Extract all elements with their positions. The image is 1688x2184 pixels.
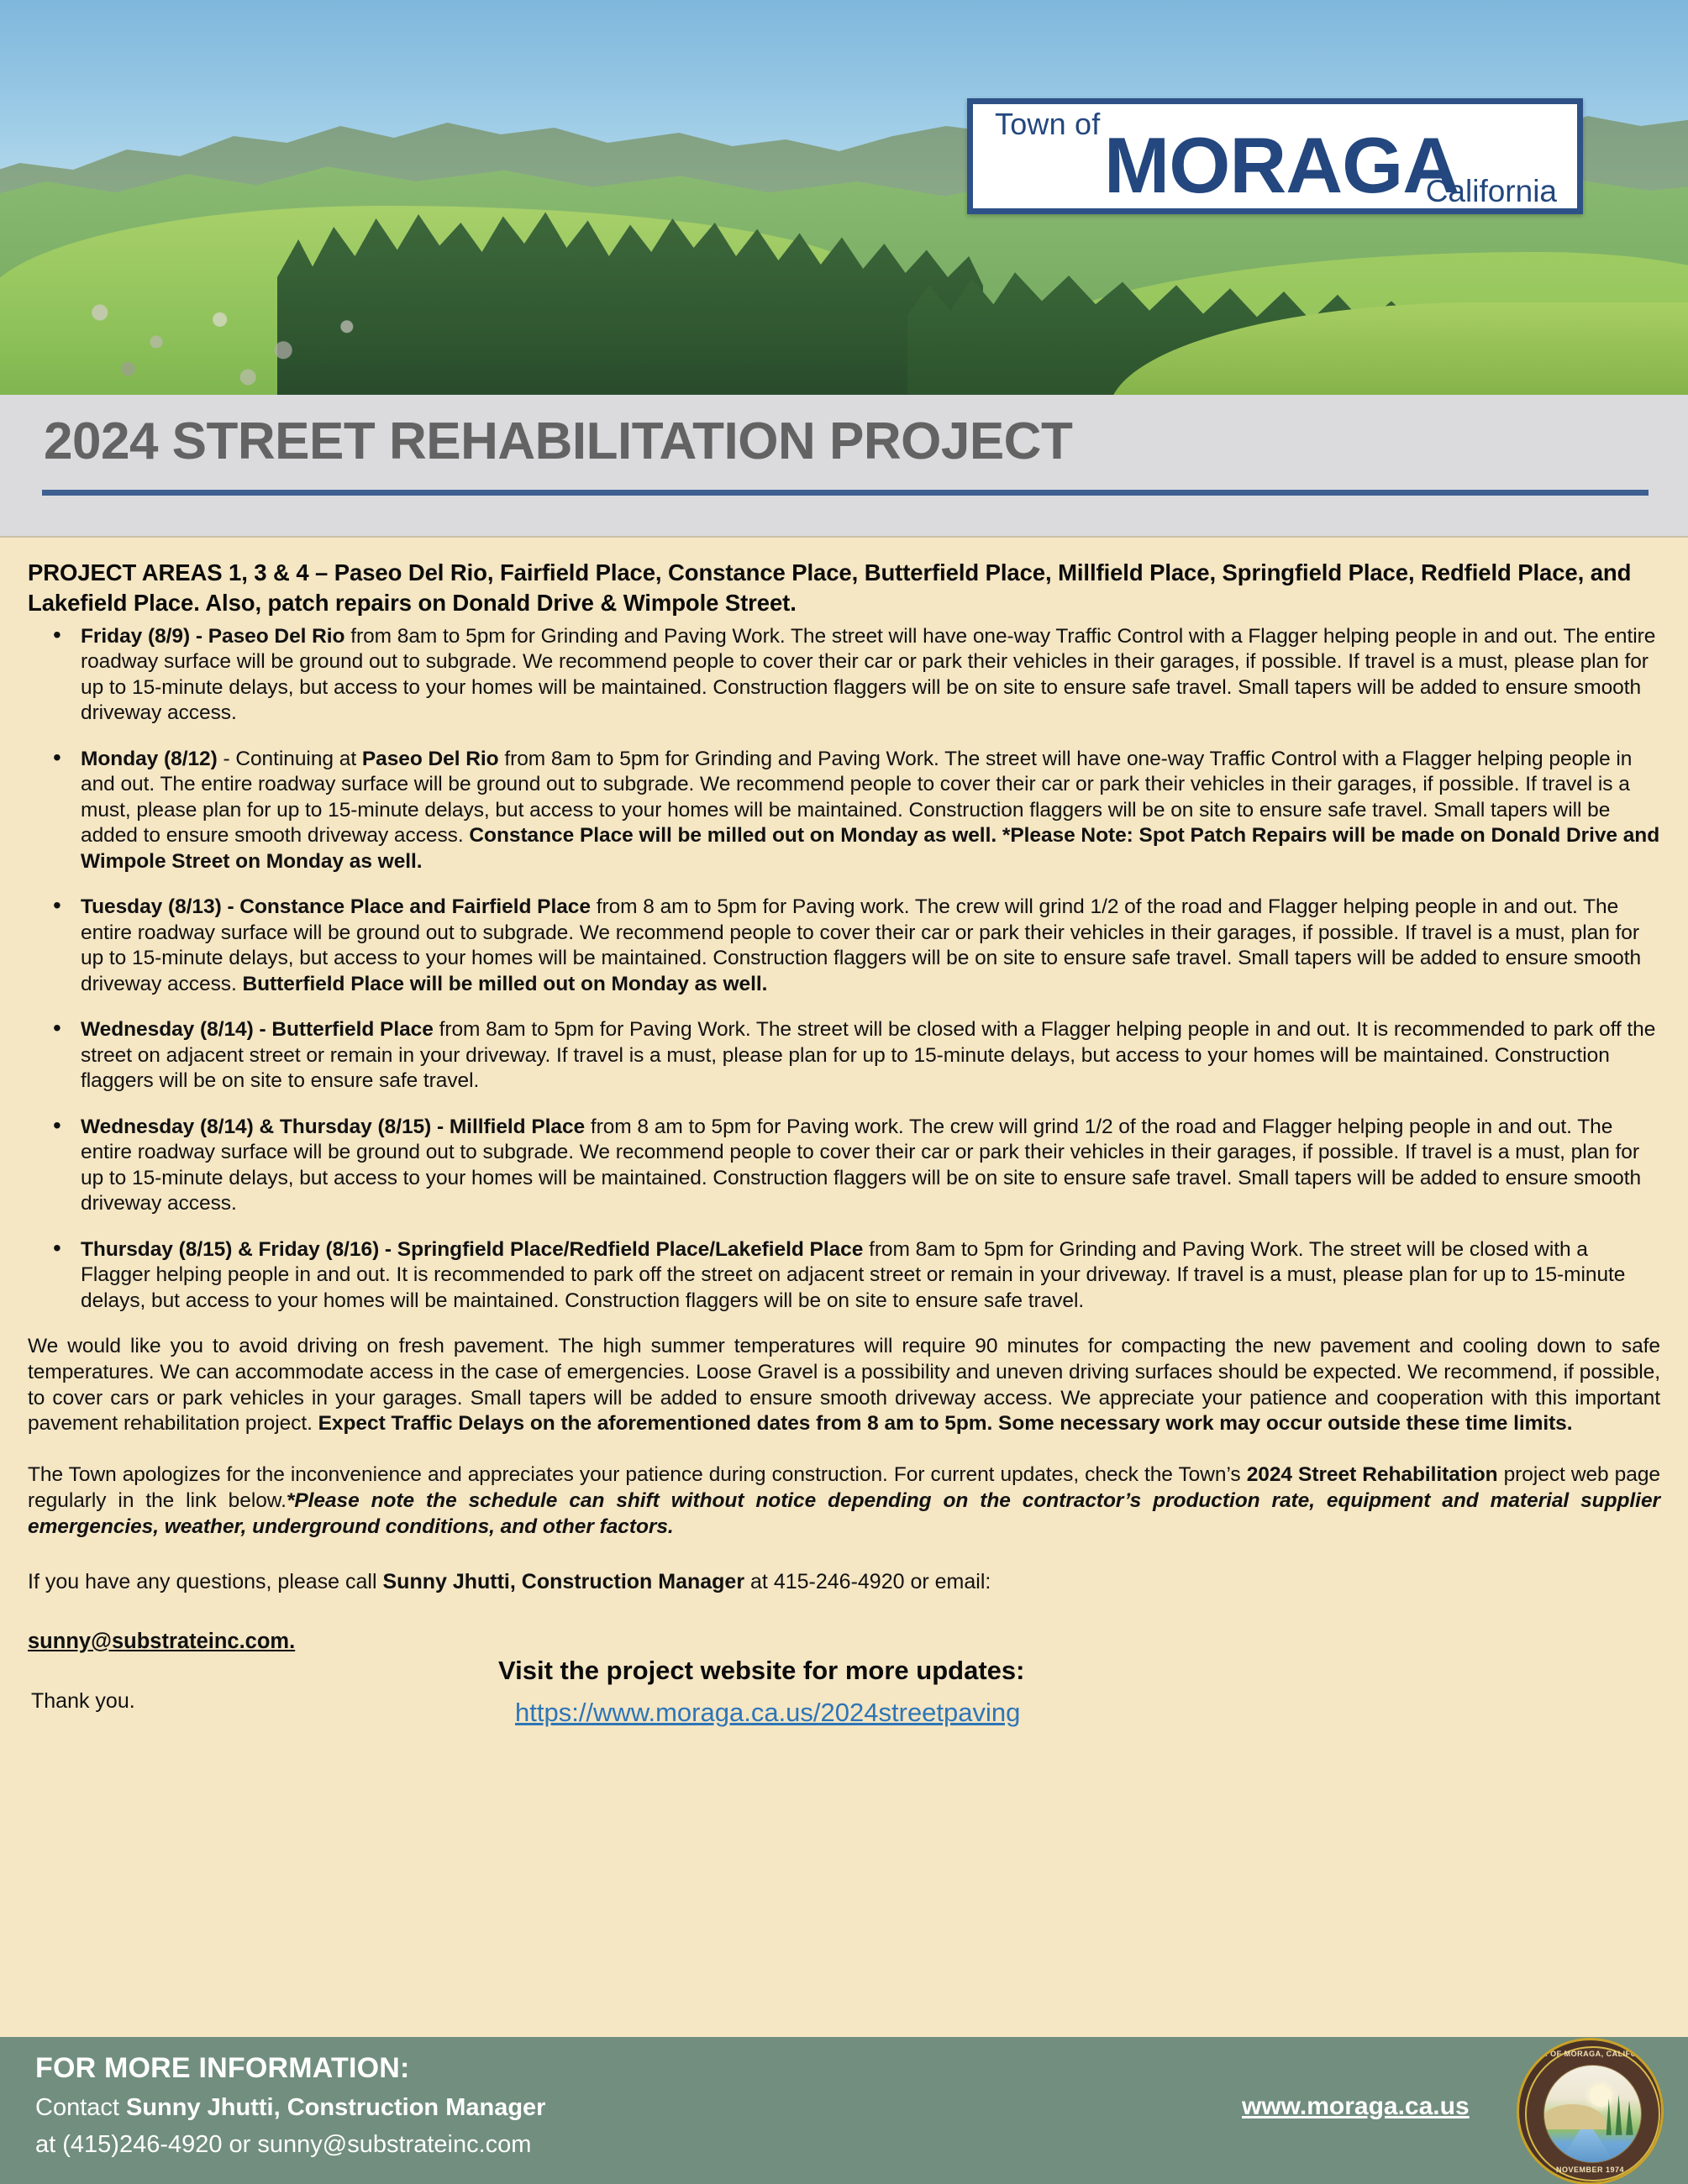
schedule-item-street: Paseo Del Rio [361, 747, 499, 770]
schedule-item [28, 895, 1660, 997]
body-content [0, 536, 1688, 1750]
schedule-item-text: from 8am to 5pm for Grinding and Paving Work. The street will have one-way Traffic Control with a Flagger helping people in and out. The entire roadway surface will be ground out to subgrade. We recommend people to cover their car or park their vehicles in their garages, if possible. If travel is a must, please plan for up to 15-minute delays, but access to your homes will be maintained. Construction flaggers will be on site to ensure safe travel. Small tapers will be added to ensure smooth driveway access. [81, 624, 1656, 725]
schedule-item-lead: Thursday (8/15) & Friday (8/16) - Springfield Place/Redfield Place/Lakefield Place [81, 1237, 864, 1261]
visit-website-block [28, 1649, 1660, 1750]
schedule-item [28, 1237, 1660, 1315]
contact-email-link[interactable]: sunny@substrateinc.com. [28, 1629, 296, 1653]
footer-heading: FOR MORE INFORMATION: [35, 2052, 410, 2084]
schedule-item-text: from 8 am to 5pm for Paving work. The crew will grind 1/2 of the road and Flagger helping people in and out. The entire roadway surface will be ground out to subgrade. We recommend people to cover their car or park their vehicles in their garages, if possible. If travel is a must, plan for up to 15-minute delays, but access to your homes will be maintained. Construction flaggers will be on site to ensure safe travel. Small tapers will be added to ensure smooth driveway access. [81, 1115, 1642, 1215]
page-title: 2024 STREET REHABILITATION PROJECT [44, 412, 1073, 470]
schedule-item-text: from 8 am to 5pm for Paving work. The crew will grind 1/2 of the road and Flagger helping people in and out. The entire roadway surface will be ground out to subgrade. We recommend people to cover their car or park their vehicles in their garages, if possible. If travel is a must, plan for up to 15-minute delays, but access to your homes will be maintained. Construction flaggers will be on site to ensure safe travel. Small tapers will be added to ensure smooth driveway access. [81, 895, 1642, 995]
schedule-item [28, 1017, 1660, 1095]
seal-scene [1543, 2065, 1642, 2163]
project-name-bold: 2024 Street Rehabilitation [1246, 1463, 1498, 1487]
pavement-advisory-paragraph [28, 1334, 1660, 1437]
logo-town-of-label: Town of [995, 107, 1101, 141]
logo-state-name: California [1425, 174, 1557, 208]
town-seal-icon [1517, 2038, 1664, 2184]
schedule-item-lead: Friday (8/9) - Paseo Del Rio [81, 624, 345, 648]
schedule-item [28, 1115, 1660, 1217]
header-banner-image [0, 0, 1688, 395]
project-areas-intro: PROJECT AREAS 1, 3 & 4 – Paseo Del Rio, Fairfield Place, Constance Place, Butterfield Place, Millfield Place, Springfield Place, Redfield Place, and Lakefield Place. Also, patch repairs on Donald Drive & Wimpole Street. [28, 559, 1632, 617]
footer-phone-email-line: at (415)246-4920 or sunny@substrateinc.com [35, 2131, 532, 2158]
seal-hills [1543, 2104, 1606, 2129]
schedule-item-lead: Monday (8/12) [81, 747, 218, 770]
construction-manager-name: Sunny Jhutti, Construction Manager [382, 1570, 745, 1594]
seal-top-text: TOWN OF MORAGA, CALIFORNIA [1522, 2050, 1658, 2058]
schedule-list [28, 624, 1660, 1315]
schedule-item [28, 624, 1660, 727]
footer-manager-name: Sunny Jhutti, Construction Manager [126, 2094, 546, 2121]
project-website-link[interactable]: https://www.moraga.ca.us/2024streetpaving [515, 1697, 1021, 1727]
thank-you-text: Thank you. [31, 1688, 135, 1713]
title-underline-rule [42, 490, 1649, 496]
schedule-shift-disclaimer: *Please note the schedule can shift without notice depending on the contractor’s production rate, equipment and material supplier emergencies, weather, underground conditions, and other factors. [28, 1488, 1660, 1538]
seal-bottom-text: NOVEMBER 1974 [1555, 2166, 1625, 2174]
schedule-item-lead: Tuesday (8/13) - Constance Place and Fairfield Place [81, 895, 591, 919]
seal-creek [1559, 2129, 1613, 2162]
village-houses [50, 277, 403, 395]
seal-sun-icon [1590, 2085, 1612, 2107]
footer-contact-line: Contact Sunny Jhutti, Construction Manager [35, 2094, 546, 2121]
visit-website-heading: Visit the project website for more updates: [498, 1655, 1025, 1685]
schedule-item-note: Butterfield Place will be milled out on Monday as well. [242, 972, 768, 995]
schedule-item-text: from 8am to 5pm for Grinding and Paving Work. The street will be closed with a Flagger helping people in and out. It is recommended to park off the street on adjacent street or remain in your driveway. If travel is a must, please plan for up to 15-minute delays, but access to your homes will be maintained. Construction flaggers will be on site to ensure safe travel. [81, 1237, 1626, 1312]
logo-city-name: MORAGA [1103, 121, 1459, 209]
footer-bar [0, 2037, 1688, 2184]
footer-website-link[interactable]: www.moraga.ca.us [1242, 2092, 1470, 2120]
schedule-item-lead: Wednesday (8/14) - Butterfield Place [81, 1018, 434, 1042]
town-logo [967, 98, 1583, 214]
schedule-item: • Monday (8/12) - Continuing at Paseo Del Rio from 8am to 5pm for Grinding and Paving Work. The street will have one-way Traffic Control with a Flagger helping people in and out. The entire roadway surface will be ground out to subgrade. We recommend people to cover their car or park their vehicles in their garages, if possible. If travel is a must, please plan for up to 15-minute delays, but access to your homes will be maintained. Construction flaggers will be on site to ensure safe travel. Small tapers will be added to ensure smooth driveway access. Constance Place will be milled out on Monday as well. *Please Note: Spot Patch Repairs will be made on Donald Drive and Wimpole Street on Monday as well. [28, 747, 1660, 875]
schedule-item-lead: Wednesday (8/14) & Thursday (8/15) - Millfield Place [81, 1115, 586, 1138]
schedule-item-text: from 8am to 5pm for Paving Work. The street will be closed with a Flagger helping people in and out. It is recommended to park off the street on adjacent street or remain in your driveway. If travel is a must, please plan for up to 15-minute delays, but access to your homes will be maintained. Construction flaggers will be on site to ensure safe travel. [81, 1018, 1656, 1093]
contact-question-line: If you have any questions, please call Sunny Jhutti, Construction Manager at 415-246-4920 or email: [28, 1570, 991, 1594]
title-band [0, 395, 1688, 536]
pavement-advisory-text: We would like you to avoid driving on fresh pavement. The high summer temperatures will require 90 minutes for compacting the new pavement and cooling down to safe temperatures. We can accommodate access in the case of emergencies. Loose Gravel is a possibility and uneven driving surfaces should be expected. We recommend, if possible, to cover cars or park vehicles in your garages. Small tapers will be added to ensure smooth driveway access. We appreciate your patience and cooperation with this important pavement rehabilitation project. [28, 1335, 1660, 1436]
traffic-delay-notice: Expect Traffic Delays on the aforementioned dates from 8 am to 5pm. Some necessary work may occur outside these time limits. [318, 1412, 1573, 1436]
schedule-item-text: from 8am to 5pm for Grinding and Paving Work. The street will have one-way Traffic Control with a Flagger helping people in and out. The entire roadway surface will be ground out to subgrade. We recommend people to cover their car or park their vehicles in their garages, if possible. If travel is a must, please plan for up to 15-minute delays, but access to your homes will be maintained. Construction flaggers will be on site to ensure safe travel. Small tapers will be added to ensure smooth driveway access. [81, 747, 1633, 848]
apology-paragraph: The Town apologizes for the inconvenience and appreciates your patience during construction. For current updates, check the Town’s 2024 Street Rehabilitation project web page regularly in the link below.*Please note the schedule can shift without notice depending on the contractor’s production rate, equipment and material supplier emergencies, weather, underground conditions, and other factors. [28, 1463, 1660, 1538]
schedule-item-note: Constance Place will be milled out on Monday as well. *Please Note: Spot Patch Repairs will be made on Donald Drive and Wimpole Street on Monday as well. [81, 824, 1660, 873]
